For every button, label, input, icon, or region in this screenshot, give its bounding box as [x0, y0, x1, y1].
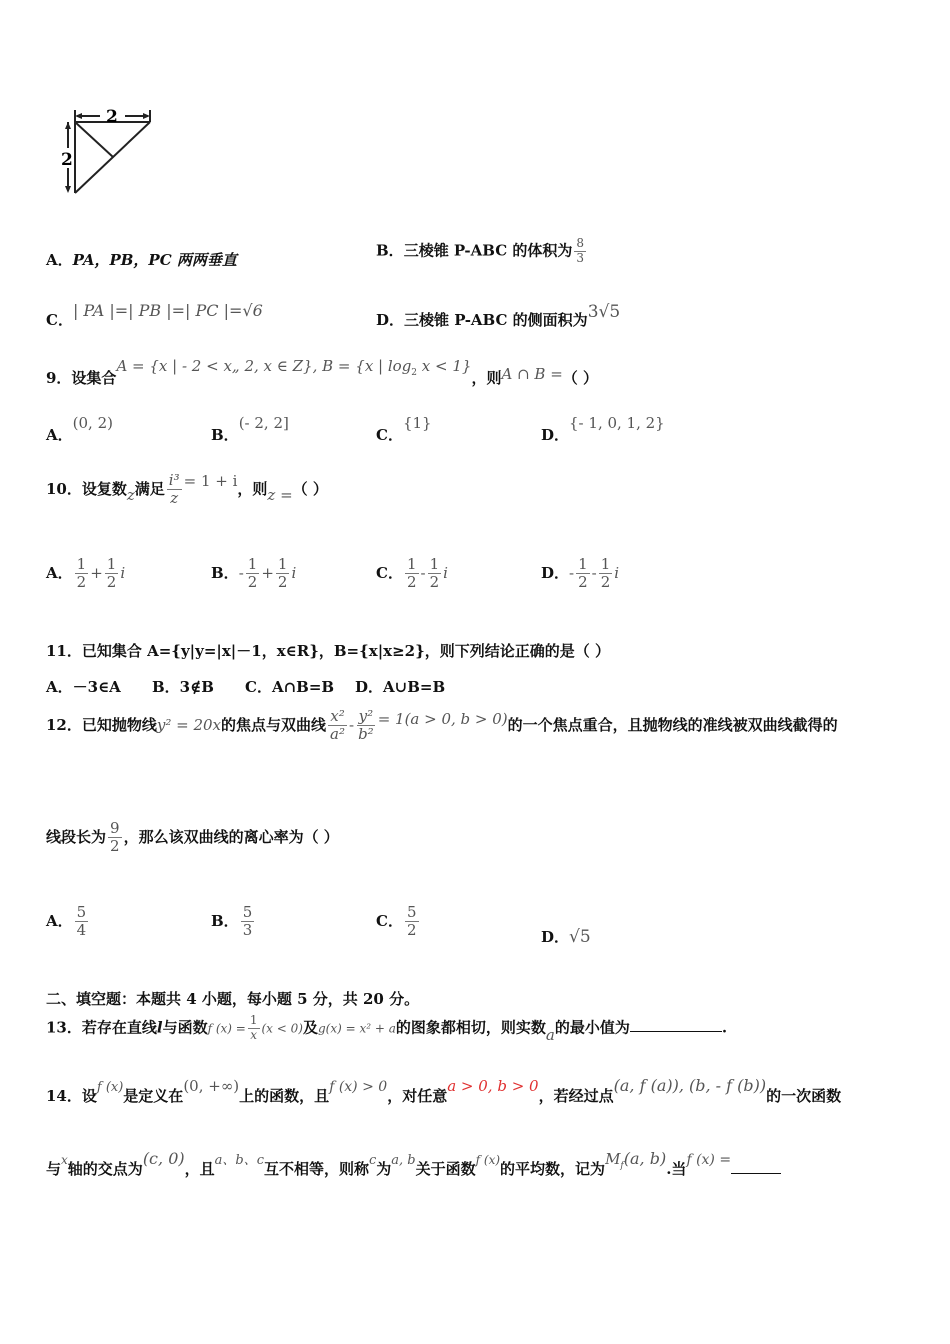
q8-option-c[interactable]: C．| PA |=| PB |=| PC |=√6: [46, 301, 263, 329]
q9-option-d[interactable]: D．{- 1, 0, 1, 2}: [541, 414, 665, 444]
q12-option-a[interactable]: A． $\frac{5}{4}$: [46, 903, 87, 940]
q11-option-d[interactable]: D．A∪B=B: [355, 678, 446, 696]
figure-top-label: 2: [106, 107, 118, 127]
q8-option-d[interactable]: D．三棱锥 P-ABC 的侧面积为3√5: [376, 302, 621, 329]
q9-stem: 9．设集合A = {x | - 2 < x„ 2, x ∈ Z}, B = {x | $\log_2 x < 1$}，则A ∩ B =（ ）: [46, 357, 598, 387]
q11-option-a[interactable]: A．－3∈A: [46, 678, 121, 696]
figure-side-label: 2: [61, 150, 73, 170]
fraction: $\frac{\text{i³}}{z}$: [168, 471, 180, 508]
answer-blank[interactable]: [630, 1031, 722, 1032]
q11-option-b[interactable]: B．3∉B: [152, 678, 214, 696]
fraction: $\frac{8}{3}$: [576, 236, 584, 265]
q12-option-d[interactable]: D．√5: [541, 927, 591, 947]
q10-option-c[interactable]: C． $\frac{1}{2}$ - $\frac{1}{2}$ i: [376, 555, 448, 592]
q14-stem-line1: 14．设f (x)是定义在(0, +∞)上的函数，且f (x) > 0，对任意a > 0, b > 0，若经过点(a, f (a)), (b, - f (b))的一次函数: [46, 1076, 842, 1105]
fraction: $\frac{\text{y²}}{\text{b²}}$: [358, 707, 374, 744]
q12-stem-line1: 12．已知抛物线y² = 20x的焦点与双曲线 $\frac{\text{x²}}{\text{a²}}$ - $\frac{\text{y²}}{\text{b²}}$ = 1(a > 0, b > 0)的一个焦点重合，且抛物线的准线被双曲线截得的: [46, 707, 838, 744]
q10-option-d[interactable]: D．- $\frac{1}{2}$ - $\frac{1}{2}$ i: [541, 555, 620, 592]
q8-option-a[interactable]: A．PA，PB，PC 两两垂直: [46, 251, 237, 269]
q12-option-c[interactable]: C． $\frac{5}{2}$: [376, 903, 417, 940]
q9-option-b[interactable]: B．(- 2, 2]: [211, 414, 289, 444]
fraction: $\frac{\text{x²}}{\text{a²}}$: [330, 707, 345, 744]
q13-stem: 13．若存在直线l与函数f (x) = $\frac{1}{x}$ (x < 0)及g(x) = x² + a的图象都相切，则实数a的最小值为 .: [46, 1013, 728, 1045]
answer-blank[interactable]: [731, 1173, 781, 1174]
q9-option-a[interactable]: A．(0, 2): [46, 414, 113, 444]
q10-stem: 10．设复数z满足 $\frac{\text{i³}}{z}$ = 1 + i，则z =（ ）: [46, 471, 328, 508]
q11-option-c[interactable]: C．A∩B=B: [245, 678, 335, 696]
q9-option-c[interactable]: C．{1}: [376, 414, 432, 444]
q8-option-b[interactable]: B．三棱锥 P-ABC 的体积为 $\frac{8}{3}$: [376, 236, 584, 265]
triangle-figure: [55, 100, 160, 200]
q14-stem-line2: 与x轴的交点为(c, 0)，且a、b、c互不相等，则称c为a, b关于函数f (x)的平均数，记为$M_f(a$, b).当f (x) =: [46, 1148, 781, 1171]
q11-stem: 11．已知集合 A={y|y=|x|－1，x∈R}，B={x|x≥2}，则下列结论正确的是（ ）: [46, 642, 610, 660]
section-heading: 二、填空题：本题共 4 小题，每小题 5 分，共 20 分。: [46, 990, 420, 1008]
q12-option-b[interactable]: B． $\frac{5}{3}$: [211, 903, 253, 940]
q10-option-a[interactable]: A． $\frac{1}{2}$ + $\frac{1}{2}$ i: [46, 555, 126, 592]
fraction: $\frac{9}{2}$: [110, 819, 120, 856]
q12-stem-line2: 线段长为 $\frac{9}{2}$ ，那么该双曲线的离心率为（ ）: [46, 819, 339, 856]
highlighted-condition: a > 0, b > 0: [447, 1077, 539, 1095]
q10-option-b[interactable]: B．- $\frac{1}{2}$ + $\frac{1}{2}$ i: [211, 555, 297, 592]
